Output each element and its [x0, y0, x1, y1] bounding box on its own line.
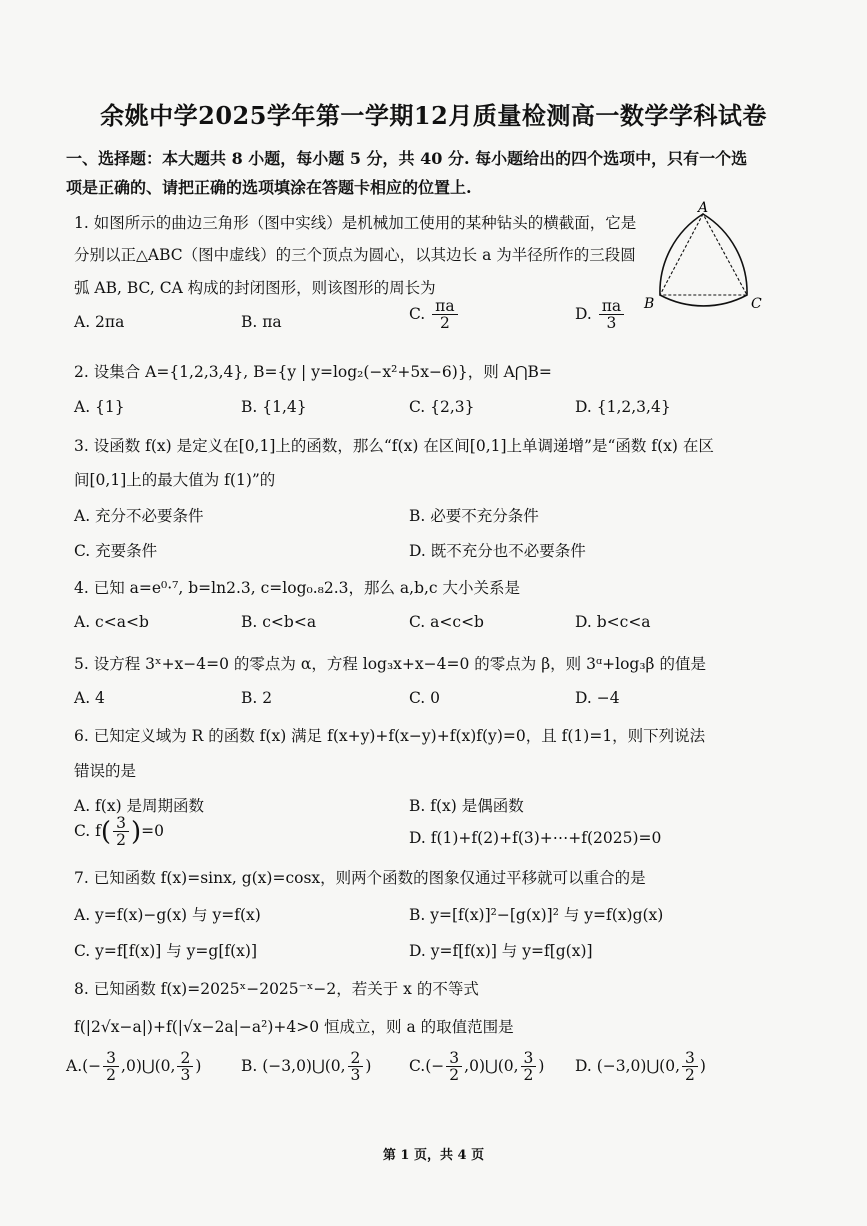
page-footer: 第 1 页，共 4 页 [382, 1148, 485, 1163]
section-heading-line1: 一、选择题：本大题共 8 小题，每小题 5 分，共 40 分. 每小题给出的四个选项中，只有一个选 [66, 149, 748, 168]
q4-text: 4. 已知 a=e⁰·⁷, b=ln2.3, c=log₀.₈2.3，那么 a,b,c 大小关系是 [74, 579, 521, 597]
q1-line1: 1. 如图所示的曲边三角形（图中实线）是机械加工使用的某种钻头的横截面，它是 [74, 214, 637, 232]
q6-option-d: D. f(1)+f(2)+f(3)+⋯+f(2025)=0 [409, 829, 662, 847]
q8-option-c-part2: ,0)⋃(0, [464, 1056, 519, 1075]
q3-line1: 3. 设函数 f(x) 是定义在[0,1]上的函数，那么“f(x) 在区间[0,1]上单调递增”是“函数 f(x) 在区 [74, 437, 714, 455]
q8-option-b [241, 1050, 371, 1084]
q6-option-c-numerator: 3 [113, 815, 129, 832]
q6-option-c-label: C. f [74, 821, 101, 840]
q1-option-c-denominator: 2 [439, 314, 450, 333]
q6-option-b: B. f(x) 是偶函数 [409, 797, 524, 815]
q8-line2: f(|2√x−a|)+f(|√x−2a|−a²)+4>0 恒成立，则 a 的取值范围是 [74, 1018, 514, 1036]
q8-option-b-num: 2 [348, 1050, 364, 1067]
q3-option-c: C. 充要条件 [74, 542, 158, 560]
q2-text: 2. 设集合 A={1,2,3,4}, B={y | y=log₂(−x²+5x−6)}，则 A⋂B= [74, 363, 552, 381]
q8-option-c-num2: 3 [521, 1050, 537, 1067]
q4-option-a: A. c<a<b [74, 613, 149, 631]
q3-option-b: B. 必要不充分条件 [409, 507, 539, 525]
q8-option-c-den1: 2 [449, 1066, 460, 1085]
q1-option-b: B. πa [241, 313, 282, 331]
q8-option-a-num2: 2 [177, 1050, 193, 1067]
q3-line2: 间[0,1]上的最大值为 f(1)”的 [74, 471, 276, 489]
q1-option-d [575, 298, 626, 332]
q6-line1: 6. 已知定义域为 R 的函数 f(x) 满足 f(x+y)+f(x−y)+f(x)f(y)=0，且 f(1)=1，则下列说法 [74, 727, 706, 745]
q1-option-c-label: C. [409, 304, 426, 323]
q8-option-b-label: B. (−3,0)⋃(0, [241, 1056, 346, 1075]
q1-option-c [409, 298, 460, 332]
q4-option-c: C. a<c<b [409, 613, 484, 631]
q2-option-a: A. {1} [74, 398, 125, 416]
q4-option-d: D. b<c<a [575, 613, 651, 631]
q8-option-b-close: ) [365, 1056, 372, 1075]
q8-option-a-den1: 2 [106, 1066, 117, 1085]
q8-line1: 8. 已知函数 f(x)=2025ˣ−2025⁻ˣ−2，若关于 x 的不等式 [74, 980, 479, 998]
reuleaux-triangle-figure [640, 200, 770, 315]
q6-option-c-tail: =0 [141, 821, 164, 840]
q8-option-a-label: A. [66, 1056, 83, 1075]
q7-option-c: C. y=f[f(x)] 与 y=g[f(x)] [74, 942, 257, 960]
q8-option-c-label: C. [409, 1056, 426, 1075]
q2-option-b: B. {1,4} [241, 398, 307, 416]
q7-option-b: B. y=[f(x)]²−[g(x)]² 与 y=f(x)g(x) [409, 906, 664, 924]
q8-option-b-den: 3 [350, 1066, 361, 1085]
q8-option-d [575, 1050, 706, 1084]
q8-option-c [409, 1050, 544, 1084]
q6-option-c-denominator: 2 [116, 831, 126, 850]
q1-option-d-denominator: 3 [606, 314, 617, 333]
q5-option-d: D. −4 [575, 689, 620, 707]
q2-option-d: D. {1,2,3,4} [575, 398, 671, 416]
q8-option-a-part1: (− [82, 1056, 102, 1075]
q6-option-a: A. f(x) 是周期函数 [74, 797, 205, 815]
q8-option-d-label: D. (−3,0)⋃(0, [575, 1056, 681, 1075]
q5-option-a: A. 4 [74, 689, 105, 707]
q8-option-d-close: ) [699, 1056, 706, 1075]
q8-option-c-num1: 3 [446, 1050, 462, 1067]
figure-label-b: B [644, 296, 655, 312]
figure-label-a: A [698, 200, 709, 216]
q5-option-c: C. 0 [409, 689, 441, 707]
q2-option-c: C. {2,3} [409, 398, 475, 416]
q1-option-c-numerator: πa [432, 298, 457, 315]
q3-option-d: D. 既不充分也不必要条件 [409, 542, 586, 560]
q5-text: 5. 设方程 3ˣ+x−4=0 的零点为 α，方程 log₃x+x−4=0 的零点为 β，则 3ᵅ+log₃β 的值是 [74, 655, 706, 673]
q6-line2: 错误的是 [74, 762, 137, 780]
q5-option-b: B. 2 [241, 689, 273, 707]
q8-option-d-den: 2 [685, 1066, 695, 1085]
q8-option-d-num: 3 [682, 1050, 698, 1067]
q8-option-c-part1: (− [425, 1056, 445, 1075]
q4-option-b: B. c<b<a [241, 613, 317, 631]
q8-option-c-den2: 2 [523, 1066, 534, 1085]
q3-option-a: A. 充分不必要条件 [74, 507, 204, 525]
q1-option-d-numerator: πa [599, 298, 624, 315]
q1-line3: 弧 AB, BC, CA 构成的封闭图形，则该图形的周长为 [74, 279, 436, 297]
section-heading-line2: 项是正确的、请把正确的选项填涂在答题卡相应的位置上. [66, 178, 472, 197]
q8-option-a [66, 1050, 201, 1084]
figure-label-c: C [751, 296, 762, 312]
q8-option-a-part2: ,0)⋃(0, [121, 1056, 176, 1075]
q7-option-a: A. y=f(x)−g(x) 与 y=f(x) [74, 906, 261, 924]
q8-option-a-part3: ) [195, 1056, 202, 1075]
q7-option-d: D. y=f[f(x)] 与 y=f[g(x)] [409, 942, 593, 960]
q1-option-d-label: D. [575, 304, 592, 323]
q7-text: 7. 已知函数 f(x)=sinx, g(x)=cosx，则两个函数的图象仅通过平移就可以重合的是 [74, 869, 646, 887]
q8-option-c-part3: ) [538, 1056, 545, 1075]
q1-option-a: A. 2πa [74, 313, 125, 331]
page-title: 余姚中学2025学年第一学期12月质量检测高一数学学科试卷 [100, 101, 767, 130]
q1-line2: 分别以正△ABC（图中虚线）的三个顶点为圆心，以其边长 a 为半径所作的三段圆 [74, 246, 636, 264]
q6-option-c: C. f( $\frac{3}{2}$ )=0 [74, 814, 164, 850]
q8-option-a-den2: 3 [180, 1066, 191, 1085]
q8-option-a-num1: 3 [103, 1050, 119, 1067]
